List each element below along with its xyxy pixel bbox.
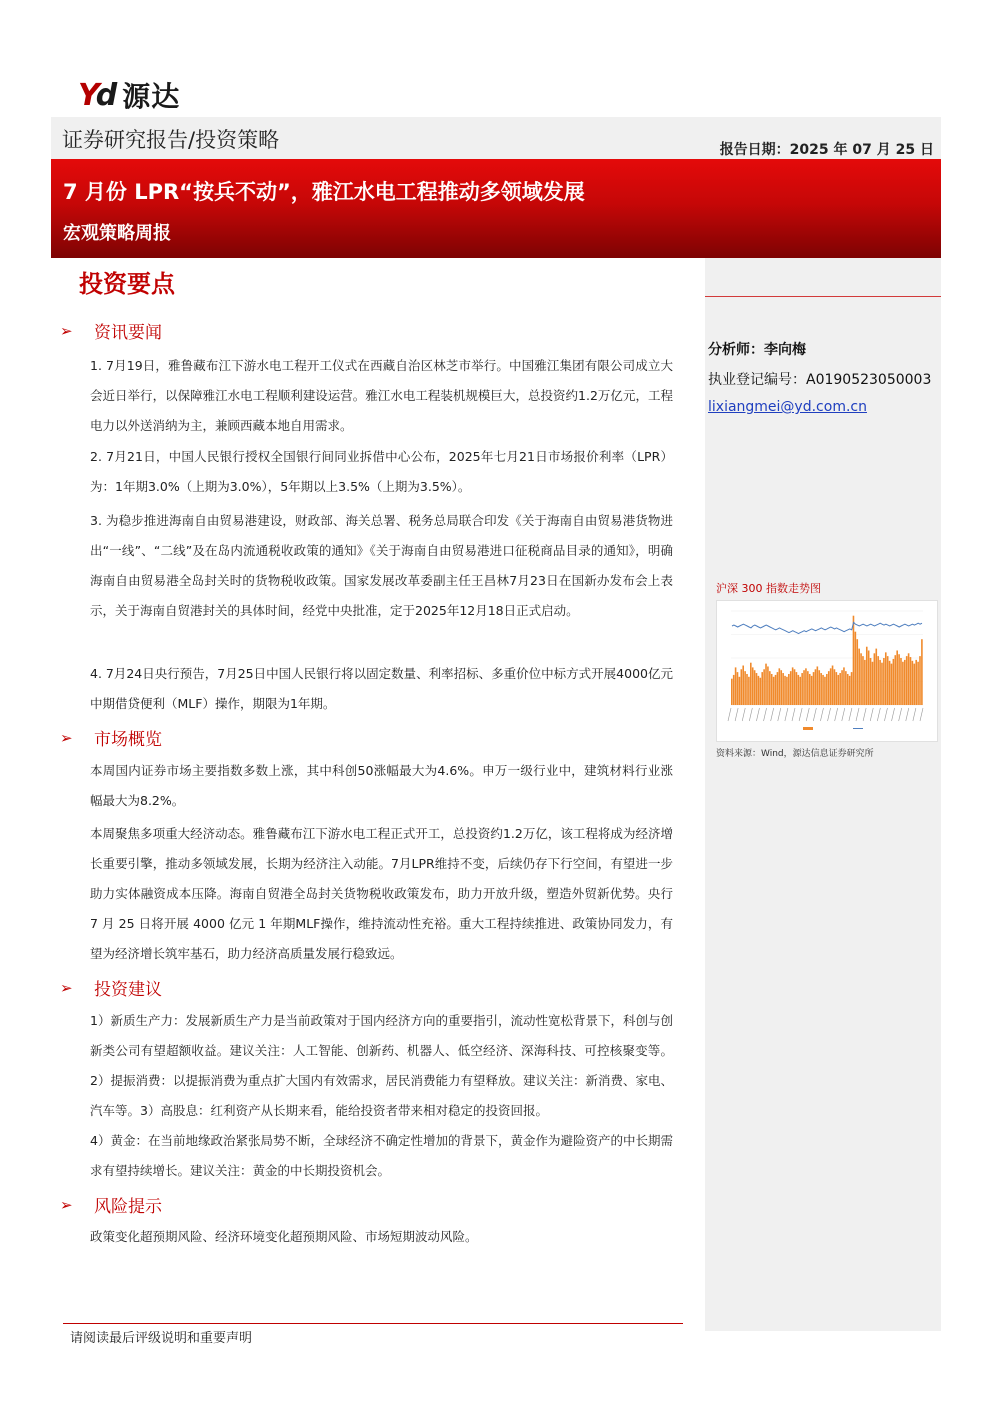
chart-bar [855,632,857,705]
chart-bar [872,662,874,705]
chart-bar [733,675,735,705]
chart-bar [775,675,777,705]
chart-x-tick [820,708,823,721]
chart-bar [765,664,767,705]
chart-bar [849,676,851,705]
section-title: 资讯要闻 [94,323,162,343]
chart-bar [735,667,737,705]
chart-bar [841,670,843,705]
chart-bar [744,671,746,705]
chart-bar [906,656,908,705]
footer-divider [63,1323,683,1324]
report-type: 证券研究报告/投资策略 [62,128,280,152]
section-title: 市场概览 [94,730,162,750]
chart-bar [877,656,879,705]
chart-bar [780,670,782,705]
chart-bar [815,669,817,705]
report-date: 报告日期：2025 年 07 月 25 日 [719,142,934,158]
chart-bar [921,639,923,705]
chart-bar [881,663,883,705]
chart-bar [748,677,750,705]
chart-source: 资料来源：Wind，源达信息证券研究所 [716,749,874,759]
chart-bar [803,670,805,705]
chart-x-tick [756,708,759,721]
chart-bar [908,653,910,705]
chart-x-tick [842,708,845,721]
chart-bar [830,668,832,705]
chart-bar [754,670,756,705]
chart-bar [856,639,858,705]
chart-x-tick [913,708,916,721]
chart-bar [919,656,921,705]
chart-x-tick [778,708,781,721]
chart-x-tick [906,708,909,721]
chart-bar [731,679,733,705]
chart-bar [866,647,868,705]
chart-x-tick [785,708,788,721]
chart-bar [739,677,741,705]
chart-bar [879,660,881,705]
sidebar [705,258,941,1331]
chart-bar [784,676,786,705]
chart-x-tick [813,708,816,721]
chart-bar [913,664,915,705]
chart-bar [767,666,769,705]
chart-legend-bar-marker [803,727,813,730]
chart-bar [750,663,752,705]
chart-x-tick [806,708,809,721]
chart-bar [864,660,866,705]
chart-bar [887,656,889,705]
chart-bar [874,653,876,705]
chart-bar [801,673,803,705]
chart-bar [741,669,743,705]
chart-line-series [732,622,922,633]
chart-bar [910,657,912,705]
chart-x-tick [892,708,895,721]
chart-x-tick [792,708,795,721]
chart-bar [902,662,904,705]
chart-bar [836,672,838,705]
chart-bar [796,672,798,705]
chart-bar [896,650,898,705]
news-paragraph-3: 3. 为稳步推进海南自由贸易港建设，财政部、海关总署、税务总局联合印发《关于海南自由贸易港货物进出“一线”、“二线”及在岛内流通税收政策的通知》《关于海南自由贸易港进口征税商品目录的通知》，明确海南自由贸易港全岛封关时的货物税收政策。国家发展改革委副主任王昌林7月23日在国新办发布会上表示，关于海南自贸港封关的具体时间，经党中央批准，定于2025年12月18日正式启动。 [90,513,673,618]
chart-x-tick [749,708,752,721]
logo-text: 源达 [122,80,181,113]
chart-bar [824,677,826,705]
chart-bar [752,667,754,705]
chart-bar [860,653,862,705]
chevron-right-icon: ➢ [60,1195,73,1214]
chart-bar [870,658,872,705]
chart-bar [822,675,824,705]
chart-bar [742,666,744,705]
key-points-heading: 投资要点 [79,270,175,298]
section-risk-heading [60,1192,162,1217]
chart-bar [898,654,900,705]
chart-bar [917,662,919,705]
chart-bar [792,667,794,705]
chart-bar [845,671,847,705]
chart-bar [811,676,813,705]
chart-x-tick [828,708,831,721]
chart-bar [883,658,885,705]
news-paragraph-1: 1. 7月19日，雅鲁藏布江下游水电工程开工仪式在西藏自治区林芝市举行。中国雅江集团有限公司成立大会近日举行，以保障雅江水电工程顺利建设运营。雅江水电工程装机规模巨大，总投资约1.2万亿元，工程电力以外送消纳为主，兼顾西藏本地自用需求。 [90,358,673,433]
chart-bar [782,673,784,705]
chart-bar [834,669,836,705]
chart-bar [746,674,748,705]
chart-x-tick [870,708,873,721]
chart-x-tick [856,708,859,721]
logo-mark-d: d [95,77,117,113]
chart-x-tick [735,708,738,721]
report-title: 7 月份 LPR“按兵不动”，雅江水电工程推动多领域发展 [63,180,585,204]
analyst-license: 执业登记编号：A0190523050003 [708,372,932,388]
chart-bar [904,660,906,705]
chart-bar [817,666,819,705]
chart-bar [853,616,855,705]
title-band [51,159,941,258]
chart-x-tick [899,708,902,721]
news-paragraph-4: 4. 7月24日央行预告，7月25日中国人民银行将以固定数量、利率招标、多重价位中标方式开展4000亿元中期借贷便利（MLF）操作，期限为1年期。 [90,666,673,711]
sidebar-divider [705,296,941,297]
chart-bar [912,661,914,705]
chart-bar [777,672,779,705]
chart-bar [799,677,801,705]
chart-bar [758,676,760,705]
chart-x-tick [799,708,802,721]
chart-bar [809,674,811,705]
chart-bar [807,671,809,705]
chart-bar [788,674,790,705]
section-market-heading [60,725,162,750]
index-chart-svg [717,601,937,741]
footer-disclaimer: 请阅读最后评级说明和重要声明 [70,1331,253,1346]
chart-bar [794,669,796,705]
chart-bar [818,670,820,705]
analyst-email-link[interactable]: lixiangmei@yd.com.cn [708,399,867,415]
chart-bar [737,672,739,705]
chart-bar [773,677,775,705]
logo-mark-y: Y [78,77,98,113]
market-paragraph-1: 本周国内证券市场主要指数多数上涨，其中科创50涨幅最大为4.6%。申万一级行业中，建筑材料行业涨幅最大为8.2%。 [90,763,673,808]
chart-bar [756,673,758,705]
chart-bar [889,661,891,705]
chart-bar [790,671,792,705]
chart-bar [868,650,870,705]
chart-bar [858,649,860,705]
chart-bar [839,673,841,705]
chart-bar [805,668,807,705]
chart-bar [900,658,902,705]
chevron-right-icon: ➢ [60,728,73,747]
report-subtitle: 宏观策略周报 [63,223,171,244]
chart-bar [832,666,834,705]
chart-bar [875,649,877,705]
chart-x-tick [863,708,866,721]
chart-x-tick [771,708,774,721]
analyst-name: 分析师：李向梅 [708,342,806,358]
section-title: 风险提示 [94,1197,162,1217]
chart-bar [893,659,895,705]
chart-bar [843,667,845,705]
news-paragraph-2: 2. 7月21日，中国人民银行授权全国银行间同业拆借中心公布，2025年七月21日市场报价利率（LPR）为：1年期3.0%（上期为3.0%），5年期以上3.5%（上期为3.5%）。 [90,449,673,494]
chart-bar [760,678,762,705]
chart-bar [761,672,763,705]
chart-bar [826,674,828,705]
chart-title: 沪深 300 指数走势图 [716,582,821,595]
chevron-right-icon: ➢ [60,978,73,997]
chart-x-tick [849,708,852,721]
risk-paragraph: 政策变化超预期风险、经济环境变化超预期风险、市场短期波动风险。 [90,1229,478,1244]
chart-bar [837,675,839,705]
chart-x-tick [764,708,767,721]
chart-bar [851,672,853,705]
advice-paragraph-1: 1）新质生产力：发展新质生产力是当前政策对于国内经济方向的重要指引，流动性宽松背景下，科创与创新类公司有望超额收益。建议关注：人工智能、创新药、机器人、低空经济、深海科技、可控核聚变等。2）提振消费：以提振消费为重点扩大国内有效需求，居民消费能力有望释放。建议关注：新消费、家电、汽车等。3）高股息：红利资产从长期来看，能给投资者带来相对稳定的投资回报。 [90,1013,673,1118]
chart-bar [763,669,765,705]
advice-paragraph-2: 4）黄金：在当前地缘政治紧张局势不断，全球经济不确定性增加的背景下，黄金作为避险资产的中长期需求有望持续增长。建议关注：黄金的中长期投资机会。 [90,1133,673,1178]
chart-bar [813,672,815,705]
section-title: 投资建议 [94,980,162,1000]
chart-x-tick [920,708,923,721]
chart-x-tick [835,708,838,721]
chevron-right-icon: ➢ [60,321,73,340]
company-logo [78,78,180,112]
index-chart [716,600,938,742]
chart-bar [915,660,917,705]
logo-mark [78,78,116,113]
chart-bar [828,671,830,705]
market-paragraph-2: 本周聚焦多项重大经济动态。雅鲁藏布江下游水电工程正式开工，总投资约1.2万亿，该工程将成为经济增长重要引擎，推动多领域发展，长期为经济注入动能。7月LPR维持不变，后续仍存下行空间，有望进一步助力实体融资成本压降。海南自贸港全岛封关货物税收政策发布，助力开放升级，塑造外贸新优势。央行 7 月 25 日将开展 4000 亿元 1 年期MLF操作，维持流动性充裕。重大工程持续推进、政策协同发力，有望为经济增长筑牢基石，助力经济高质量发展行稳致远。 [90,826,673,961]
chart-bar [786,677,788,705]
chart-bar [798,675,800,705]
chart-x-tick [728,708,731,721]
chart-bar [779,668,781,705]
chart-x-tick [884,708,887,721]
chart-bar [862,656,864,705]
chart-bar [769,671,771,705]
section-news-heading [60,318,162,343]
chart-bar [891,664,893,705]
chart-bar [771,674,773,705]
chart-bar [847,674,849,705]
chart-bar [885,652,887,705]
chart-x-tick [742,708,745,721]
chart-x-tick [877,708,880,721]
chart-bar [894,655,896,705]
chart-bar [820,673,822,705]
section-advice-heading [60,975,162,1000]
